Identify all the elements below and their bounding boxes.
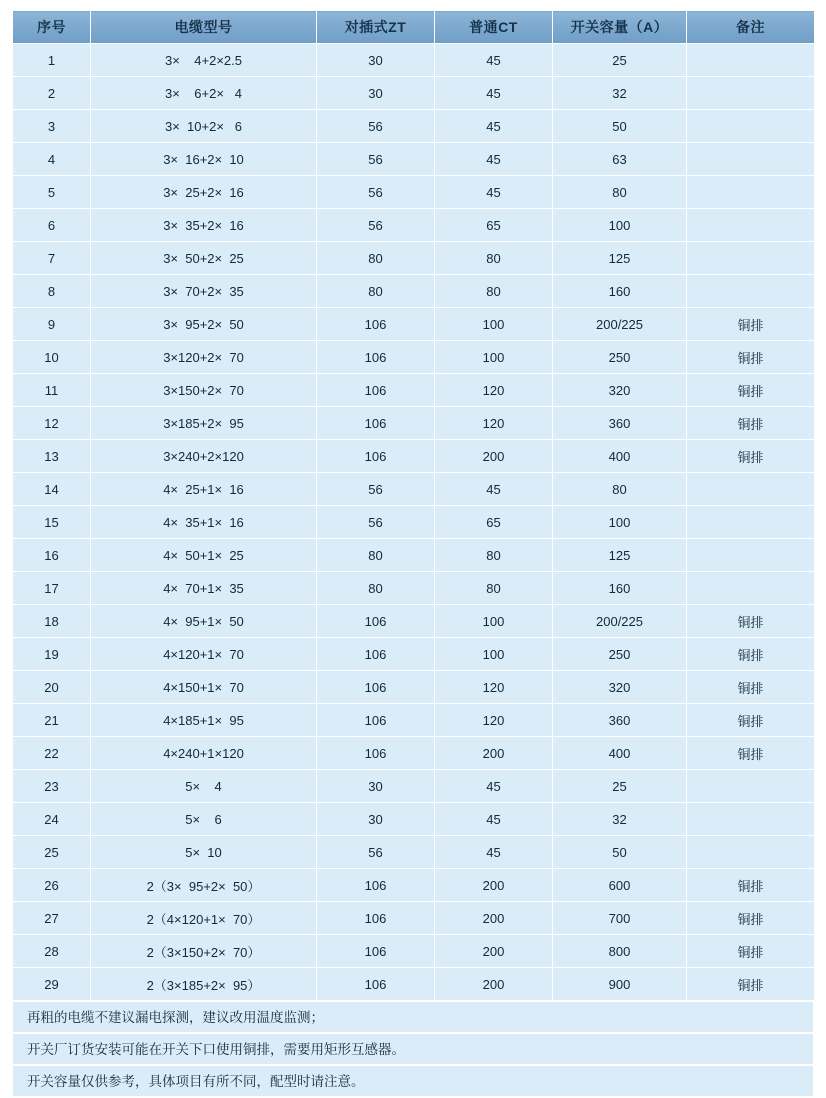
- cell-ct: 65: [435, 506, 553, 539]
- cell-capacity: 160: [553, 572, 687, 605]
- cell-ct: 200: [435, 869, 553, 902]
- cell-capacity: 80: [553, 473, 687, 506]
- cell-model: 3× 50+2× 25: [91, 242, 317, 275]
- cell-index: 17: [13, 572, 91, 605]
- cell-index: 3: [13, 110, 91, 143]
- table-row: [13, 440, 815, 473]
- cell-zt: 56: [317, 506, 435, 539]
- cell-remark: 铜排: [687, 605, 815, 638]
- cell-model: 3×150+2× 70: [91, 374, 317, 407]
- cell-index: 26: [13, 869, 91, 902]
- cell-zt: 106: [317, 902, 435, 935]
- cell-ct: 45: [435, 473, 553, 506]
- cell-capacity: 250: [553, 341, 687, 374]
- cell-capacity: 200/225: [553, 605, 687, 638]
- table-row: [13, 506, 815, 539]
- cell-index: 21: [13, 704, 91, 737]
- cell-capacity: 600: [553, 869, 687, 902]
- cell-index: 1: [13, 44, 91, 77]
- table-row: [13, 242, 815, 275]
- table-row: [13, 968, 815, 1001]
- cell-model: 3× 4+2×2.5: [91, 44, 317, 77]
- cell-model: 3× 10+2× 6: [91, 110, 317, 143]
- cell-ct: 100: [435, 638, 553, 671]
- table-row: [13, 341, 815, 374]
- cell-model: 4×240+1×120: [91, 737, 317, 770]
- cell-index: 10: [13, 341, 91, 374]
- cell-model: 5× 6: [91, 803, 317, 836]
- cell-ct: 120: [435, 407, 553, 440]
- cell-ct: 120: [435, 671, 553, 704]
- note-line: 再粗的电缆不建议漏电探测，建议改用温度监测；: [12, 1001, 814, 1033]
- cell-model: 4× 95+1× 50: [91, 605, 317, 638]
- cell-zt: 56: [317, 110, 435, 143]
- cell-remark: [687, 506, 815, 539]
- cell-index: 13: [13, 440, 91, 473]
- cell-model: 2（3×150+2× 70）: [91, 935, 317, 968]
- cell-ct: 80: [435, 275, 553, 308]
- table-row: [13, 176, 815, 209]
- table-row: [13, 407, 815, 440]
- cell-ct: 120: [435, 704, 553, 737]
- table-row: [13, 77, 815, 110]
- cell-capacity: 160: [553, 275, 687, 308]
- cell-capacity: 360: [553, 704, 687, 737]
- cell-ct: 100: [435, 605, 553, 638]
- cell-model: 4× 50+1× 25: [91, 539, 317, 572]
- cell-remark: 铜排: [687, 407, 815, 440]
- table-row: [13, 572, 815, 605]
- cell-index: 25: [13, 836, 91, 869]
- table-row: [13, 209, 815, 242]
- cell-ct: 200: [435, 935, 553, 968]
- cell-index: 4: [13, 143, 91, 176]
- cell-model: 3×240+2×120: [91, 440, 317, 473]
- cell-remark: [687, 242, 815, 275]
- note-line: 开关容量仅供参考，具体项目有所不同，配型时请注意。: [12, 1065, 814, 1097]
- cell-remark: [687, 803, 815, 836]
- cell-index: 28: [13, 935, 91, 968]
- cell-model: 4× 35+1× 16: [91, 506, 317, 539]
- cell-capacity: 320: [553, 374, 687, 407]
- table-row: [13, 770, 815, 803]
- cell-capacity: 63: [553, 143, 687, 176]
- cell-ct: 45: [435, 803, 553, 836]
- cell-ct: 45: [435, 44, 553, 77]
- cell-capacity: 32: [553, 77, 687, 110]
- cell-zt: 106: [317, 407, 435, 440]
- cell-zt: 30: [317, 770, 435, 803]
- cell-remark: [687, 836, 815, 869]
- cell-capacity: 800: [553, 935, 687, 968]
- cell-index: 14: [13, 473, 91, 506]
- cell-capacity: 80: [553, 176, 687, 209]
- cell-remark: 铜排: [687, 308, 815, 341]
- cell-index: 11: [13, 374, 91, 407]
- cell-model: 3× 16+2× 10: [91, 143, 317, 176]
- cell-index: 29: [13, 968, 91, 1001]
- table-row: [13, 704, 815, 737]
- cell-index: 27: [13, 902, 91, 935]
- cell-ct: 80: [435, 242, 553, 275]
- cable-spec-table: [12, 10, 815, 1001]
- cell-zt: 56: [317, 176, 435, 209]
- cell-capacity: 200/225: [553, 308, 687, 341]
- cell-remark: 铜排: [687, 341, 815, 374]
- cell-capacity: 100: [553, 506, 687, 539]
- cell-model: 4×150+1× 70: [91, 671, 317, 704]
- cell-remark: 铜排: [687, 638, 815, 671]
- cell-remark: [687, 176, 815, 209]
- cell-zt: 106: [317, 704, 435, 737]
- cell-ct: 100: [435, 308, 553, 341]
- cell-zt: 106: [317, 671, 435, 704]
- table-row: [13, 308, 815, 341]
- cell-model: 3× 25+2× 16: [91, 176, 317, 209]
- table-row: [13, 869, 815, 902]
- cell-capacity: 50: [553, 110, 687, 143]
- cell-index: 23: [13, 770, 91, 803]
- cell-zt: 56: [317, 209, 435, 242]
- cell-zt: 106: [317, 605, 435, 638]
- cell-index: 16: [13, 539, 91, 572]
- cell-remark: 铜排: [687, 902, 815, 935]
- cell-index: 9: [13, 308, 91, 341]
- cell-model: 5× 4: [91, 770, 317, 803]
- cell-ct: 200: [435, 968, 553, 1001]
- table-row: [13, 539, 815, 572]
- cell-zt: 106: [317, 737, 435, 770]
- cell-model: 4× 25+1× 16: [91, 473, 317, 506]
- cell-ct: 200: [435, 737, 553, 770]
- cell-zt: 106: [317, 638, 435, 671]
- cell-zt: 56: [317, 836, 435, 869]
- cell-capacity: 700: [553, 902, 687, 935]
- cell-ct: 45: [435, 77, 553, 110]
- cell-index: 12: [13, 407, 91, 440]
- cell-zt: 106: [317, 869, 435, 902]
- cell-remark: 铜排: [687, 935, 815, 968]
- cell-ct: 45: [435, 110, 553, 143]
- cell-zt: 106: [317, 935, 435, 968]
- cell-zt: 106: [317, 374, 435, 407]
- cell-ct: 80: [435, 572, 553, 605]
- table-row: [13, 638, 815, 671]
- cell-zt: 80: [317, 539, 435, 572]
- cell-model: 3× 95+2× 50: [91, 308, 317, 341]
- cell-remark: 铜排: [687, 968, 815, 1001]
- column-header-capacity: 开关容量（A）: [553, 11, 687, 44]
- table-row: [13, 836, 815, 869]
- cell-model: 3× 70+2× 35: [91, 275, 317, 308]
- cell-index: 7: [13, 242, 91, 275]
- cell-index: 22: [13, 737, 91, 770]
- cell-zt: 30: [317, 77, 435, 110]
- table-header-row: [13, 11, 815, 44]
- cell-remark: [687, 572, 815, 605]
- cell-model: 3× 6+2× 4: [91, 77, 317, 110]
- cell-model: 3× 35+2× 16: [91, 209, 317, 242]
- cell-zt: 106: [317, 308, 435, 341]
- cell-index: 18: [13, 605, 91, 638]
- cell-ct: 200: [435, 902, 553, 935]
- cell-capacity: 125: [553, 539, 687, 572]
- cell-remark: [687, 209, 815, 242]
- cell-ct: 45: [435, 836, 553, 869]
- cell-model: 3×185+2× 95: [91, 407, 317, 440]
- cell-ct: 45: [435, 770, 553, 803]
- column-header-zt: 对插式ZT: [317, 11, 435, 44]
- cell-zt: 56: [317, 473, 435, 506]
- cell-remark: [687, 770, 815, 803]
- cell-index: 6: [13, 209, 91, 242]
- cell-remark: [687, 539, 815, 572]
- cell-capacity: 25: [553, 770, 687, 803]
- cell-zt: 106: [317, 341, 435, 374]
- cell-capacity: 320: [553, 671, 687, 704]
- cell-zt: 80: [317, 242, 435, 275]
- table-row: [13, 737, 815, 770]
- cell-ct: 120: [435, 374, 553, 407]
- note-line: 开关厂订货安装可能在开关下口使用铜排，需要用矩形互感器。: [12, 1033, 814, 1065]
- cell-index: 5: [13, 176, 91, 209]
- cell-zt: 30: [317, 803, 435, 836]
- cell-index: 8: [13, 275, 91, 308]
- notes-section: [12, 1001, 814, 1097]
- table-row: [13, 803, 815, 836]
- cell-zt: 56: [317, 143, 435, 176]
- cell-capacity: 400: [553, 737, 687, 770]
- cell-zt: 106: [317, 440, 435, 473]
- cell-remark: 铜排: [687, 704, 815, 737]
- cell-remark: 铜排: [687, 737, 815, 770]
- column-header-ct: 普通CT: [435, 11, 553, 44]
- cell-index: 20: [13, 671, 91, 704]
- cell-remark: [687, 44, 815, 77]
- table-row: [13, 44, 815, 77]
- column-header-model: 电缆型号: [91, 11, 317, 44]
- cell-ct: 45: [435, 143, 553, 176]
- cell-remark: [687, 110, 815, 143]
- cell-model: 4× 70+1× 35: [91, 572, 317, 605]
- cell-model: 3×120+2× 70: [91, 341, 317, 374]
- cell-zt: 30: [317, 44, 435, 77]
- table-body: [13, 44, 815, 1001]
- table-header: [13, 11, 815, 44]
- cell-model: 2（4×120+1× 70）: [91, 902, 317, 935]
- table-row: [13, 605, 815, 638]
- table-row: [13, 275, 815, 308]
- cell-ct: 45: [435, 176, 553, 209]
- cell-capacity: 50: [553, 836, 687, 869]
- cell-remark: 铜排: [687, 374, 815, 407]
- cell-capacity: 32: [553, 803, 687, 836]
- cell-capacity: 100: [553, 209, 687, 242]
- cell-remark: [687, 473, 815, 506]
- cell-remark: 铜排: [687, 671, 815, 704]
- cell-index: 15: [13, 506, 91, 539]
- cell-zt: 80: [317, 275, 435, 308]
- cell-capacity: 400: [553, 440, 687, 473]
- cell-remark: 铜排: [687, 869, 815, 902]
- cell-ct: 100: [435, 341, 553, 374]
- cell-model: 5× 10: [91, 836, 317, 869]
- cell-capacity: 250: [553, 638, 687, 671]
- cell-model: 4×185+1× 95: [91, 704, 317, 737]
- cell-index: 2: [13, 77, 91, 110]
- cell-capacity: 25: [553, 44, 687, 77]
- cell-remark: [687, 275, 815, 308]
- cell-remark: [687, 143, 815, 176]
- table-row: [13, 374, 815, 407]
- cell-index: 19: [13, 638, 91, 671]
- cell-model: 4×120+1× 70: [91, 638, 317, 671]
- cell-remark: 铜排: [687, 440, 815, 473]
- cell-model: 2（3×185+2× 95）: [91, 968, 317, 1001]
- cell-ct: 200: [435, 440, 553, 473]
- cell-zt: 80: [317, 572, 435, 605]
- cell-capacity: 900: [553, 968, 687, 1001]
- cell-ct: 80: [435, 539, 553, 572]
- cell-ct: 65: [435, 209, 553, 242]
- cell-model: 2（3× 95+2× 50）: [91, 869, 317, 902]
- cell-capacity: 360: [553, 407, 687, 440]
- cell-capacity: 125: [553, 242, 687, 275]
- table-row: [13, 935, 815, 968]
- cell-index: 24: [13, 803, 91, 836]
- column-header-index: 序号: [13, 11, 91, 44]
- table-row: [13, 671, 815, 704]
- cell-remark: [687, 77, 815, 110]
- table-row: [13, 473, 815, 506]
- table-row: [13, 902, 815, 935]
- cell-zt: 106: [317, 968, 435, 1001]
- column-header-remark: 备注: [687, 11, 815, 44]
- table-row: [13, 143, 815, 176]
- table-row: [13, 110, 815, 143]
